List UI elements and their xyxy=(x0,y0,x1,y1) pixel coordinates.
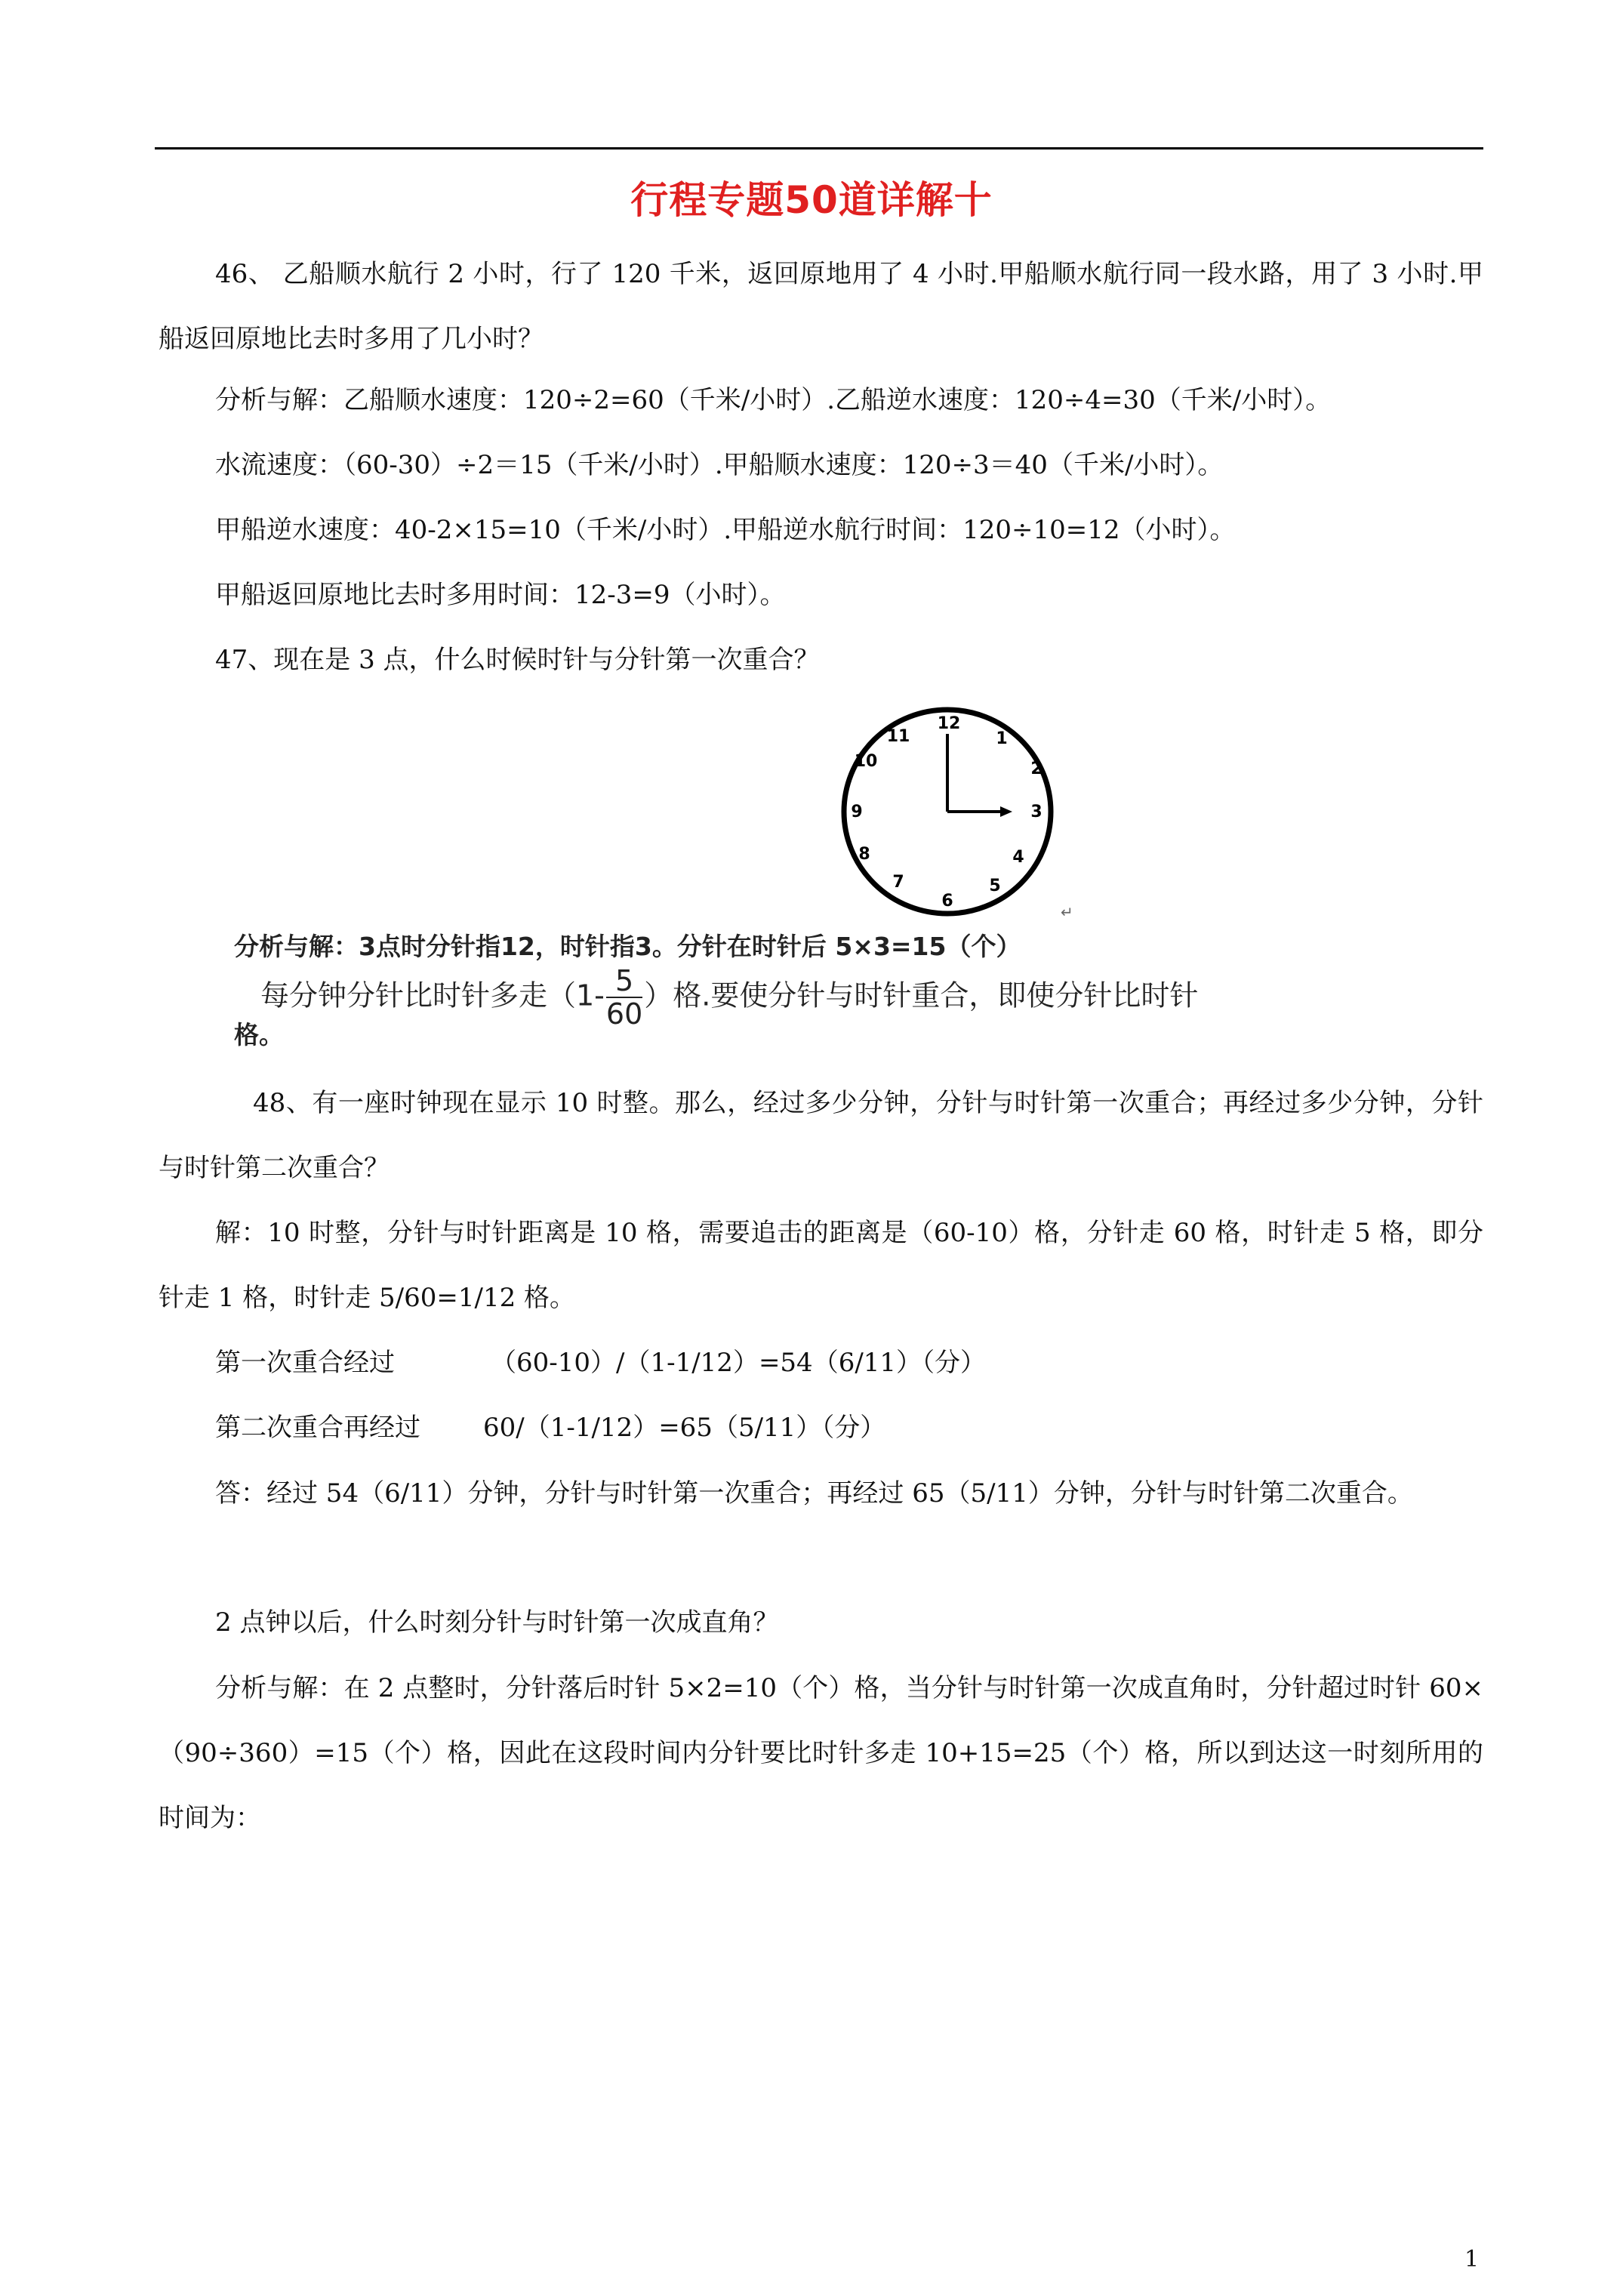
clock-number-1: 1 xyxy=(996,729,1008,748)
q47-analysis-3: 格。 xyxy=(234,1020,284,1049)
clock-number-6: 6 xyxy=(941,892,953,911)
q47-analysis-2-post: ）格.要使分针与时针重合，即使分针比时针 xyxy=(644,978,1199,1012)
question-49: 2 点钟以后，什么时刻分针与时针第一次成直角？ xyxy=(215,1607,779,1638)
q48-first-label: 第一次重合经过 xyxy=(215,1348,395,1378)
clock-number-4: 4 xyxy=(1012,848,1024,867)
q47-analysis-2-pre: 每分钟分针比时针多走（1- xyxy=(260,978,605,1012)
q46-analysis-1: 分析与解：乙船顺水速度：120÷2=60（千米/小时）.乙船逆水速度：120÷4=30（千米/小时）。 xyxy=(215,385,1332,415)
question-46: 46、 乙船顺水航行 2 小时，行了 120 千米，返回原地用了 4 小时.甲船顺水航行同一段水路，用了 3 小时.甲船返回原地比去时多用了几小时？ xyxy=(159,259,1483,354)
q49-analysis: 分析与解：在 2 点整时，分针落后时针 5×2=10（个）格，当分针与时针第一次成直角时，分针超过时针 60×（90÷360）=15（个）格，因此在这段时间内分针要比时针多走 10+15=25（个）格，所以到达这一时刻所用的时间为： xyxy=(159,1673,1483,1833)
cursor-mark: ↵ xyxy=(1061,903,1073,921)
clock-number-10: 10 xyxy=(854,752,878,771)
page-number: 1 xyxy=(1464,2246,1480,2273)
clock-number-3: 3 xyxy=(1030,803,1042,821)
question-47: 47、现在是 3 点，什么时候时针与分针第一次重合？ xyxy=(215,645,820,675)
clock-number-9: 9 xyxy=(851,803,863,821)
q47-analysis-1: 分析与解：3点时分针指12，时针指3。分针在时针后 5×3=15（个） xyxy=(234,932,1021,961)
clock-number-2: 2 xyxy=(1030,760,1042,778)
clock-number-7: 7 xyxy=(892,873,904,892)
fraction-numerator: 5 xyxy=(606,965,642,998)
fraction-denominator: 60 xyxy=(605,997,643,1031)
q48-second-label: 第二次重合再经过 xyxy=(215,1413,420,1443)
q46-analysis-3: 甲船逆水速度：40-2×15=10（千米/小时）.甲船逆水航行时间：120÷10=12（小时）。 xyxy=(215,515,1236,545)
clock-number-12: 12 xyxy=(937,714,961,733)
question-48: 48、有一座时钟现在显示 10 时整。那么，经过多少分钟，分针与时针第一次重合；再经过多少分钟，分针与时针第二次重合？ xyxy=(159,1088,1483,1183)
q46-analysis-2: 水流速度：（60-30）÷2＝15（千米/小时）.甲船顺水速度：120÷3＝40（千米/小时）。 xyxy=(215,450,1224,480)
q48-solution: 解：10 时整，分针与时针距离是 10 格，需要追击的距离是（60-10）格，分针走 60 格，时针走 5 格，即分针走 1 格，时针走 5/60=1/12 格。 xyxy=(159,1218,1483,1313)
q48-answer: 答：经过 54（6/11）分钟，分针与时针第一次重合；再经过 65（5/11）分钟，分针与时针第二次重合。 xyxy=(215,1478,1413,1509)
q48-first-expr: （60-10）/（1-1/12）=54（6/11）（分） xyxy=(491,1348,987,1378)
clock-diagram xyxy=(834,702,1076,929)
q46-analysis-4: 甲船返回原地比去时多用时间：12-3=9（小时）。 xyxy=(215,580,786,610)
q48-second-expr: 60/（1-1/12）=65（5/11）（分） xyxy=(483,1413,886,1443)
clock-number-8: 8 xyxy=(858,845,870,864)
page-title: 行程专题50道详解十 xyxy=(630,178,993,222)
hour-hand-arrow xyxy=(1000,806,1012,817)
clock-number-11: 11 xyxy=(886,727,910,746)
clock-number-5: 5 xyxy=(989,877,1001,895)
header-rule xyxy=(155,147,1483,149)
